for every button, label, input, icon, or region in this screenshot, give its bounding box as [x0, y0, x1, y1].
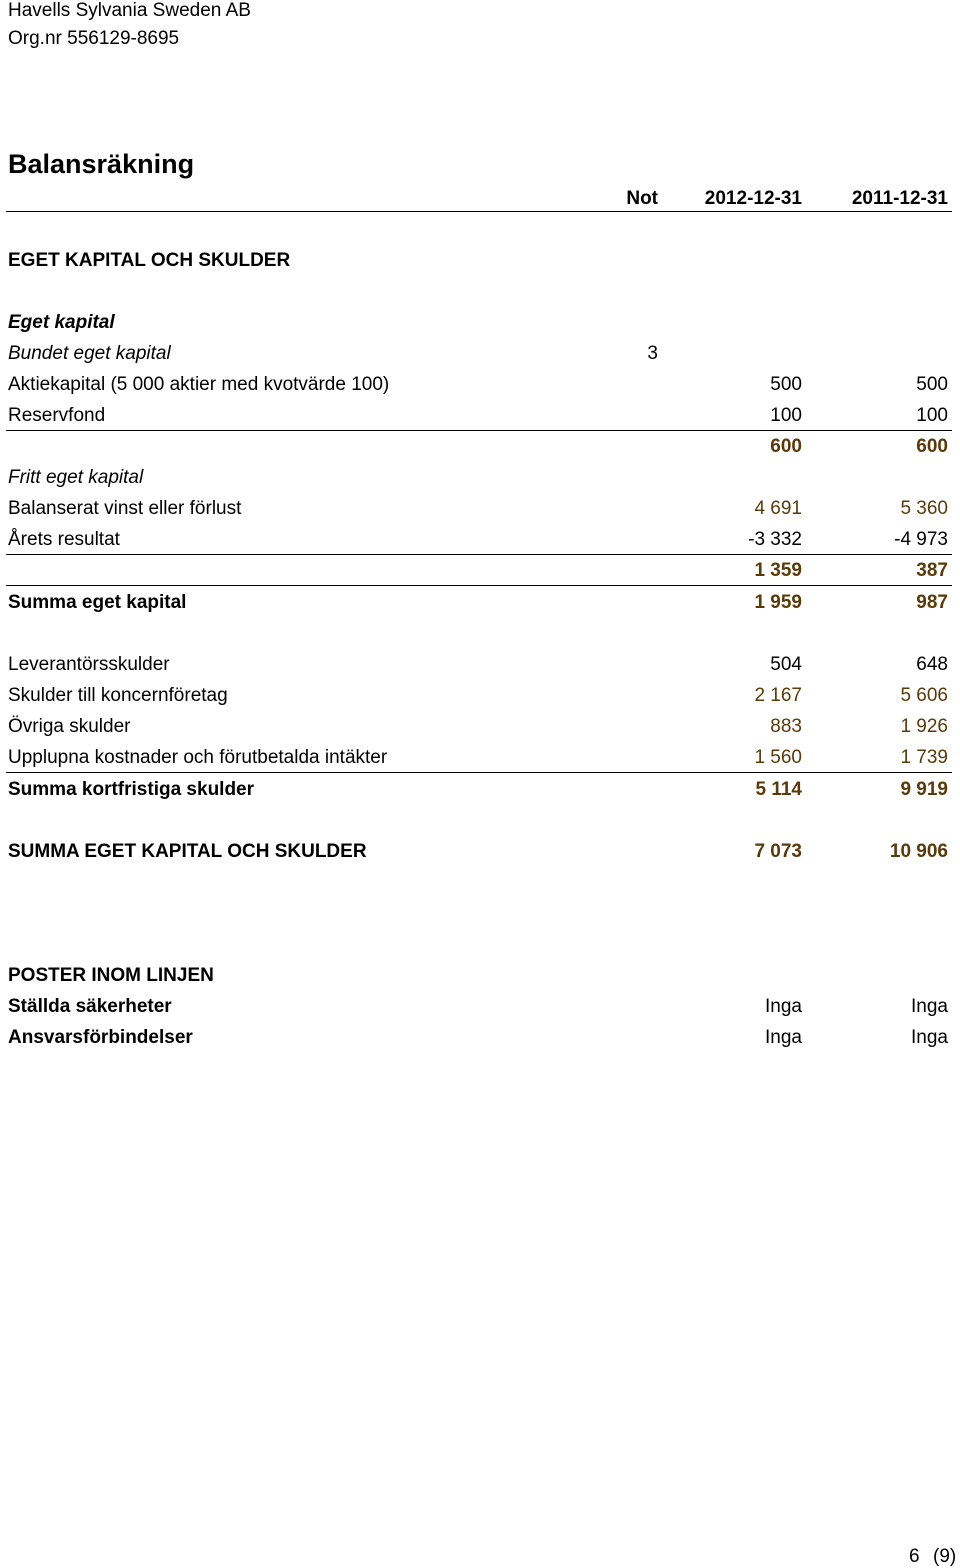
bundet-note: 3 — [647, 343, 658, 364]
subtotal-rule — [6, 554, 952, 555]
page-total: (9) — [933, 1546, 957, 1567]
bundet-sum-2011: 600 — [916, 436, 948, 457]
eget-kapital-heading: Eget kapital — [8, 312, 115, 333]
arets-resultat-2012: -3 332 — [748, 529, 802, 550]
page-title: Balansräkning — [8, 149, 195, 179]
leverantorsskulder-2011: 648 — [916, 654, 948, 675]
leverantorsskulder-2012: 504 — [770, 654, 802, 675]
bundet-sum-2012: 600 — [770, 436, 802, 457]
reservfond-2012: 100 — [770, 405, 802, 426]
summa-kortfristiga-2011: 9 919 — [900, 779, 948, 800]
poster-title: POSTER INOM LINJEN — [8, 965, 214, 986]
stallda-2012: Inga — [765, 996, 802, 1017]
aktiekapital-2011: 500 — [916, 374, 948, 395]
summa-kortfristiga-2012: 5 114 — [755, 779, 802, 800]
column-header-2012: 2012-12-31 — [704, 188, 802, 209]
upplupna-label: Upplupna kostnader och förutbetalda intäkter — [8, 747, 388, 768]
balanserat-2012: 4 691 — [754, 498, 802, 519]
arets-resultat-label: Årets resultat — [8, 529, 120, 550]
page-number: 6 — [909, 1546, 920, 1567]
balanserat-label: Balanserat vinst eller förlust — [8, 498, 242, 519]
arets-resultat-2011: -4 973 — [894, 529, 948, 550]
stallda-label: Ställda säkerheter — [8, 996, 172, 1017]
column-header-2011: 2011-12-31 — [851, 188, 948, 209]
koncern-2012: 2 167 — [754, 685, 802, 706]
fritt-sum-2012: 1 359 — [754, 560, 802, 581]
leverantorsskulder-label: Leverantörsskulder — [8, 654, 170, 675]
ovriga-skulder-label: Övriga skulder — [8, 716, 131, 737]
column-header-not: Not — [626, 188, 658, 209]
upplupna-2012: 1 560 — [754, 747, 802, 768]
subtotal-rule — [6, 585, 952, 586]
stallda-2011: Inga — [911, 996, 948, 1017]
subtotal-rule — [6, 430, 952, 431]
total-2011: 10 906 — [889, 841, 948, 862]
summa-kortfristiga-label: Summa kortfristiga skulder — [8, 779, 255, 800]
reservfond-2011: 100 — [916, 405, 948, 426]
aktiekapital-2012: 500 — [770, 374, 802, 395]
section-title: EGET KAPITAL OCH SKULDER — [8, 250, 291, 271]
bundet-eget-kapital-label: Bundet eget kapital — [8, 343, 171, 364]
summa-eget-kapital-2012: 1 959 — [754, 592, 802, 613]
balanserat-2011: 5 360 — [900, 498, 948, 519]
total-label: SUMMA EGET KAPITAL OCH SKULDER — [8, 841, 367, 862]
ovriga-skulder-2012: 883 — [770, 716, 802, 737]
subtotal-rule — [6, 772, 952, 773]
fritt-eget-kapital-label: Fritt eget kapital — [8, 467, 144, 488]
fritt-sum-2011: 387 — [916, 560, 948, 581]
summa-eget-kapital-label: Summa eget kapital — [8, 592, 187, 613]
koncern-2011: 5 606 — [900, 685, 948, 706]
summa-eget-kapital-2011: 987 — [916, 592, 948, 613]
total-2012: 7 073 — [754, 841, 802, 862]
upplupna-2011: 1 739 — [900, 747, 948, 768]
header-rule — [6, 211, 952, 212]
aktiekapital-label: Aktiekapital (5 000 aktier med kvotvärde 100) — [8, 374, 390, 395]
ovriga-skulder-2011: 1 926 — [900, 716, 948, 737]
ansvar-label: Ansvarsförbindelser — [8, 1027, 193, 1048]
org-number: Org.nr 556129-8695 — [8, 28, 180, 49]
reservfond-label: Reservfond — [8, 405, 106, 426]
koncern-label: Skulder till koncernföretag — [8, 685, 228, 706]
company-name: Havells Sylvania Sweden AB — [8, 0, 251, 21]
ansvar-2011: Inga — [911, 1027, 948, 1048]
ansvar-2012: Inga — [765, 1027, 802, 1048]
